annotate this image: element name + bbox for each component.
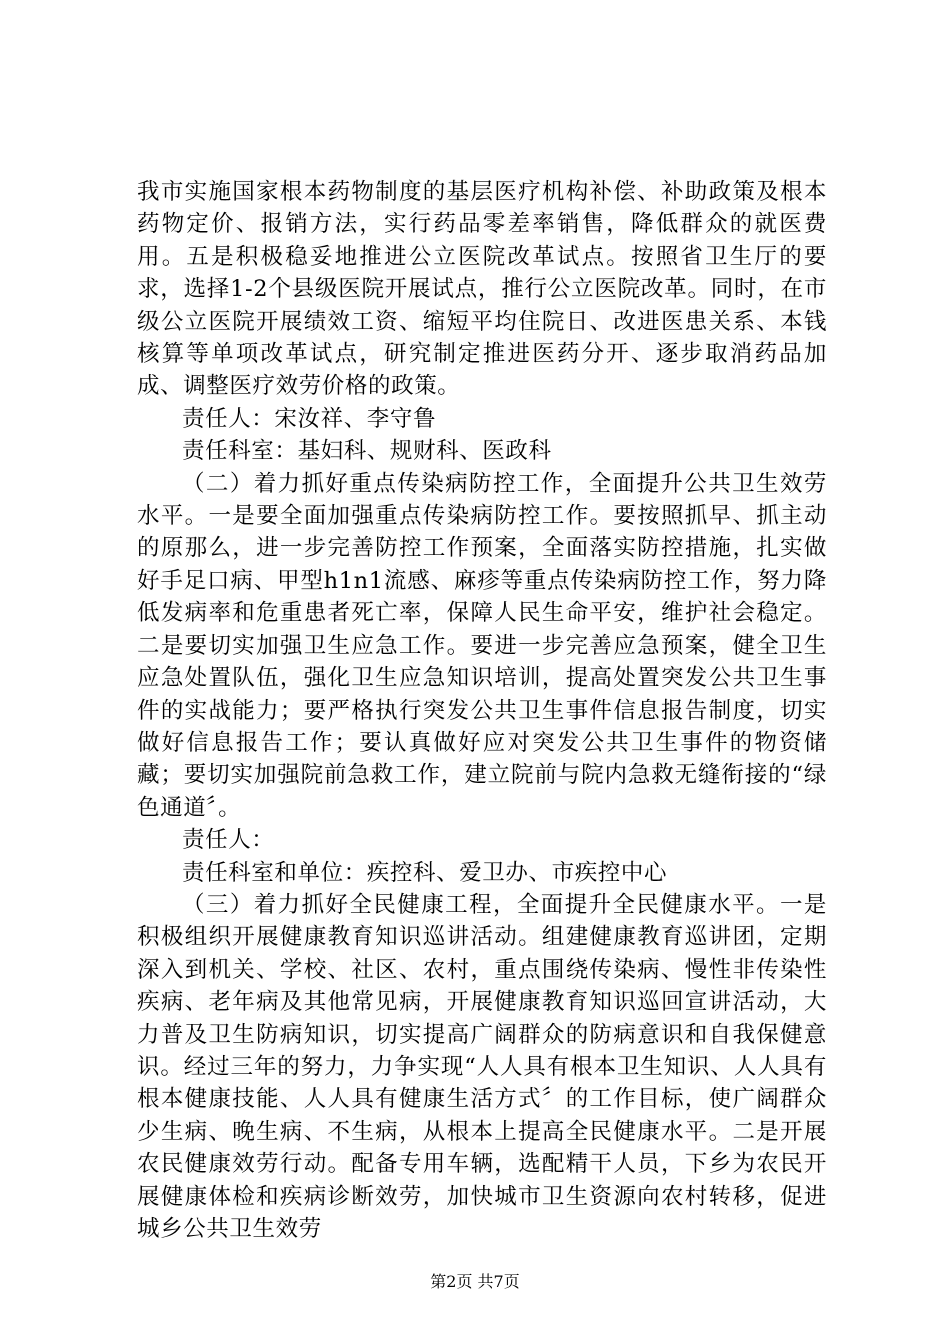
- responsible-person-line: 责任人：: [182, 827, 275, 854]
- page-number-footer: 第2页 共7页: [430, 1272, 520, 1291]
- document-body: [137, 176, 827, 1245]
- paragraph-section-2: （二）着力抓好重点传染病防控工作，全面提升公共卫生效劳水平。一是要全面加强重点传染病防控工作。要按照抓早、抓主动的原那么，进一步完善防控工作预案，全面落实防控措施，扎实做好手足口病、甲型h1n1流感、麻疹等重点传染病防控工作，努力降低发病率和危重患者死亡率，保障人民生命平安，维护社会稳定。二是要切实加强卫生应急工作。要进一步完善应急预案，健全卫生应急处置队伍，强化卫生应急知识培训，提高处置突发公共卫生事件的实战能力；要严格执行突发公共卫生事件信息报告制度，切实做好信息报告工作；要认真做好应对突发公共卫生事件的物资储藏；要切实加强院前急救工作，建立院前与院内急救无缝衔接的“绿色通道〞。: [137, 470, 827, 821]
- responsible-department-line: 责任科室：基妇科、规财科、医政科: [182, 438, 552, 465]
- paragraph-section-3: （三）着力抓好全民健康工程，全面提升全民健康水平。一是积极组织开展健康教育知识巡讲活动。组建健康教育巡讲团，定期深入到机关、学校、社区、农村，重点围绕传染病、慢性非传染性疾病、老年病及其他常见病，开展健康教育知识巡回宣讲活动，大力普及卫生防病知识，切实提高广阔群众的防病意识和自我保健意识。经过三年的努力，力争实现“人人具有根本卫生知识、人人具有根本健康技能、人人具有健康生活方式〞的工作目标，使广阔群众少生病、晚生病、不生病，从根本上提高全民健康水平。二是开展农民健康效劳行动。配备专用车辆，选配精干人员，下乡为农民开展健康体检和疾病诊断效劳，加快城市卫生资源向农村转移，促进城乡公共卫生效劳: [137, 891, 827, 1242]
- responsible-department-line: 责任科室和单位：疾控科、爱卫办、市疾控中心: [182, 859, 668, 886]
- responsible-person-line: 责任人：宋汝祥、李守鲁: [182, 405, 437, 432]
- paragraph-continuation: 我市实施国家根本药物制度的基层医疗机构补偿、补助政策及根本药物定价、报销方法，实行药品零差率销售，降低群众的就医费用。五是积极稳妥地推进公立医院改革试点。按照省卫生厅的要求，选择1-2个县级医院开展试点，推行公立医院改革。同时，在市级公立医院开展绩效工资、缩短平均住院日、改进医患关系、本钱核算等单项改革试点，研究制定推进医药分开、逐步取消药品加成、调整医疗效劳价格的政策。: [137, 179, 827, 400]
